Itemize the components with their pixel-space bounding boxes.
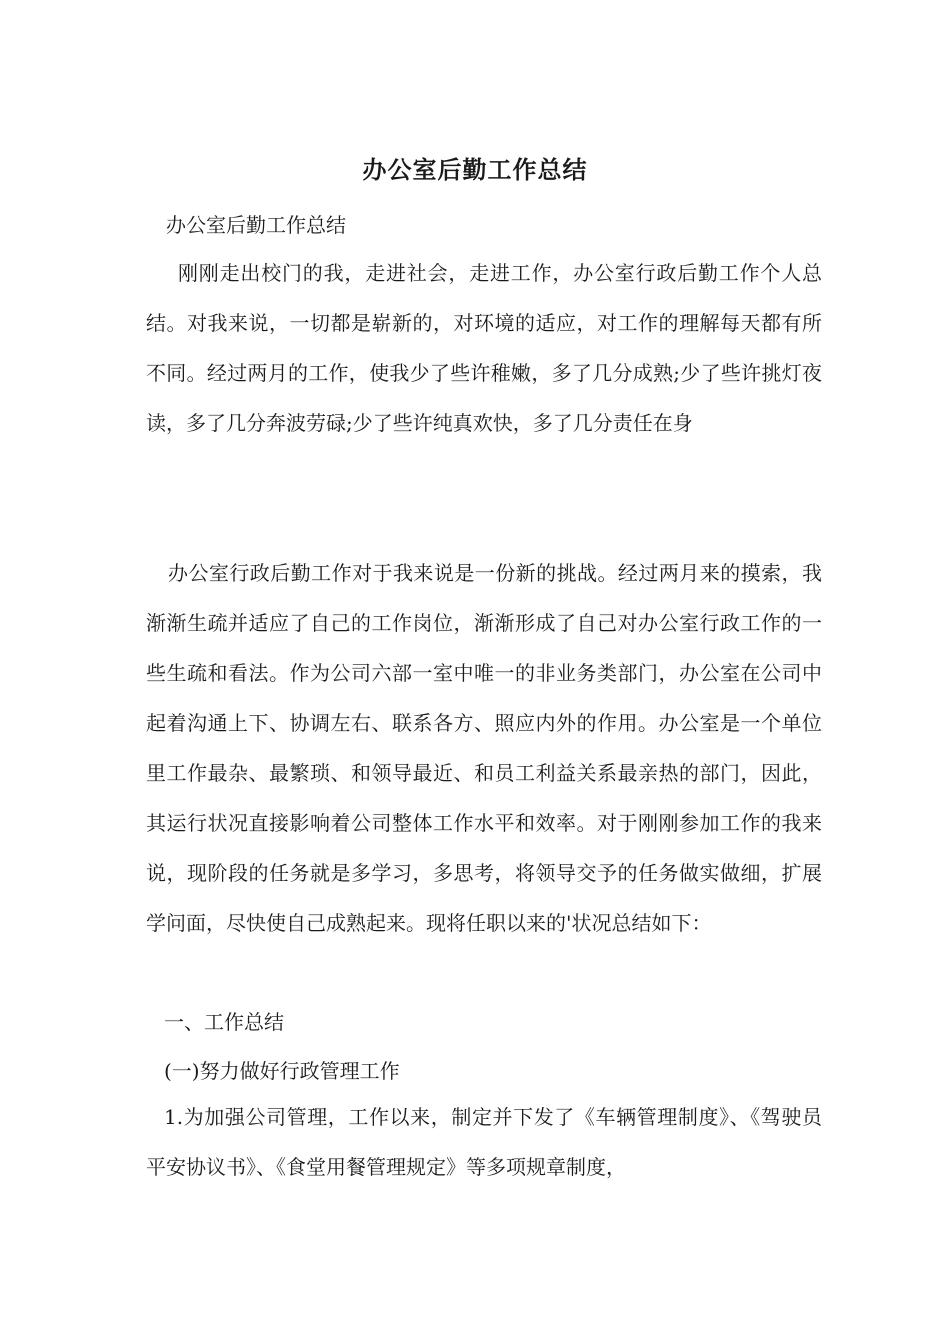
subsection-heading-admin: (一)努力做好行政管理工作 <box>164 1059 400 1083</box>
paragraph-intro: 刚刚走出校门的我，走进社会，走进工作，办公室行政后勤工作个人总结。对我来说，一切都是崭新的，对环境的适应，对工作的理解每天都有所不同。经过两月的工作，使我少了些许稚嫩，多了几分成熟;少了些许挑灯夜读，多了几分奔波劳碌;少了些许纯真欢快，多了几分责任在身 <box>146 261 822 435</box>
document-title: 办公室后勤工作总结 <box>362 155 588 184</box>
paragraph-challenge: 办公室行政后勤工作对于我来说是一份新的挑战。经过两月来的摸索，我渐渐生疏并适应了自己的工作岗位，渐渐形成了自己对办公室行政工作的一些生疏和看法。作为公司六部一室中唯一的非业务类部门，办公室在公司中起着沟通上下、协调左右、联系各方、照应内外的作用。办公室是一个单位里工作最杂、最繁琐、和领导最近、和员工利益关系最亲热的部门，因此，其运行状况直接影响着公司整体工作水平和效率。对于刚刚参加工作的我来说，现阶段的任务就是多学习，多思考，将领导交予的任务做实做细，扩展学问面，尽快使自己成熟起来。现将任职以来的'状况总结如下： <box>146 561 822 935</box>
section-heading-work-summary: 一、工作总结 <box>164 1010 284 1034</box>
paragraph-regulations: 1.为加强公司管理，工作以来，制定并下发了《车辆管理制度》、《驾驶员平安协议书》、《食堂用餐管理规定》等多项规章制度， <box>146 1105 822 1179</box>
document-subtitle: 办公室后勤工作总结 <box>166 213 346 237</box>
